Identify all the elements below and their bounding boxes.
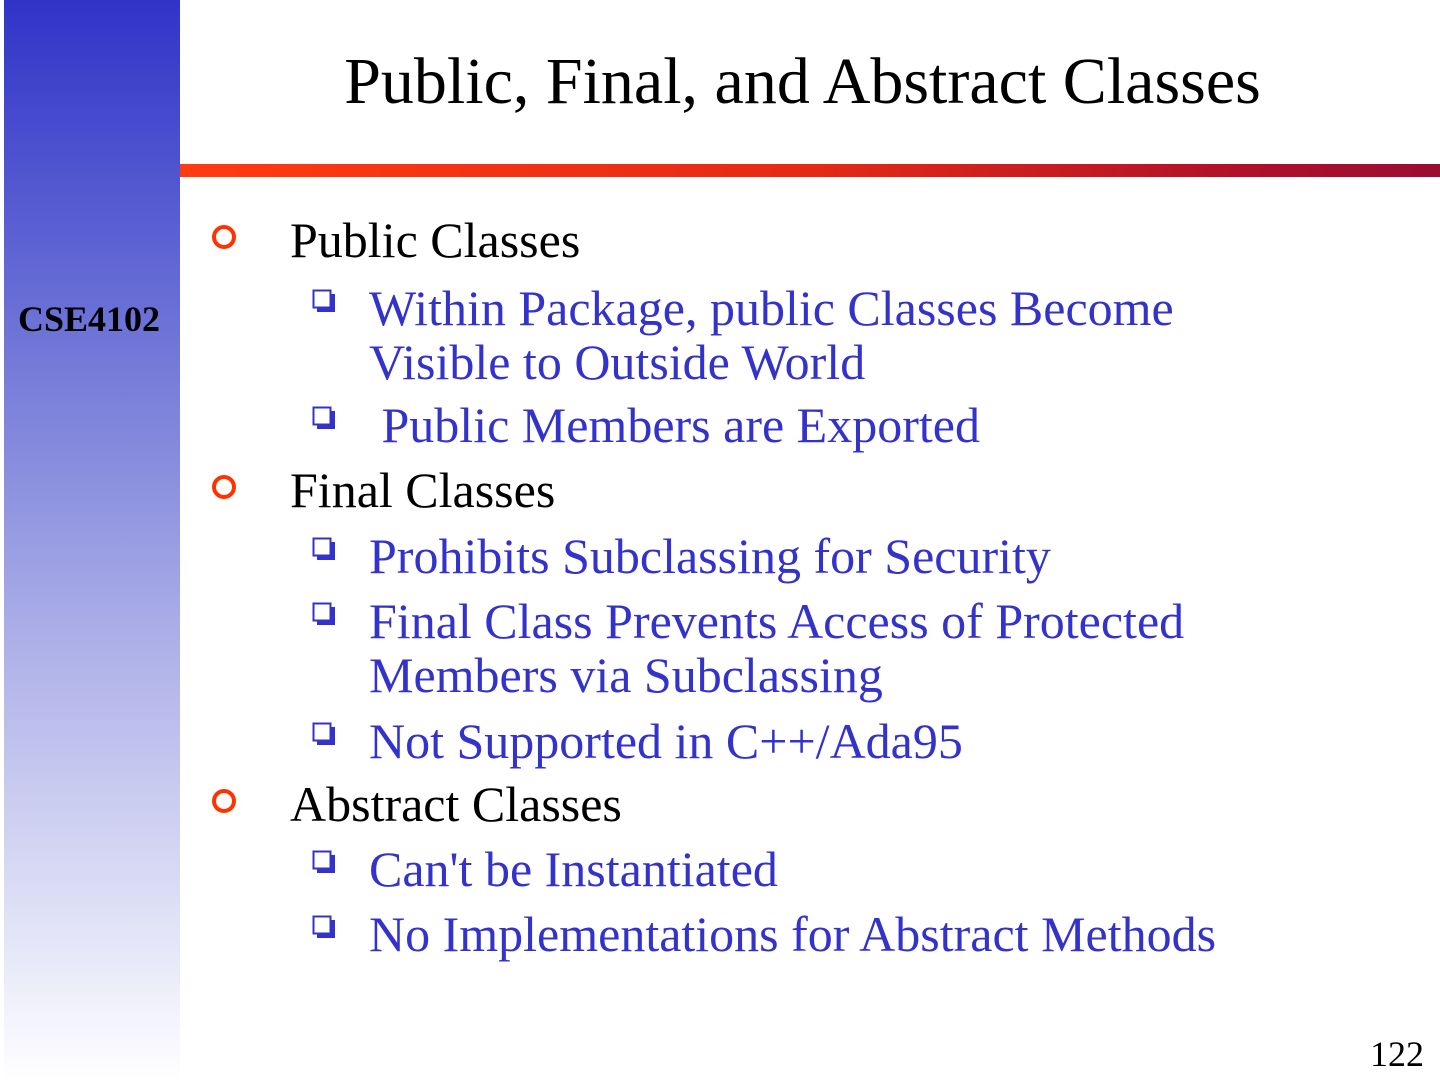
slide-title: Public, Final, and Abstract Classes <box>344 45 1261 118</box>
hollow-circle-icon <box>210 223 238 251</box>
outline-heading: Abstract Classes <box>290 776 622 832</box>
outline-item-text: Can't be Instantiated <box>369 841 778 897</box>
hollow-circle-icon <box>210 787 238 815</box>
page-number: 122 <box>1370 1034 1424 1074</box>
shadowed-box-icon <box>312 289 338 315</box>
outline-heading: Final Classes <box>290 462 556 518</box>
outline-item-text: Final Class Prevents Access of Protected <box>369 593 1185 649</box>
shadowed-box-icon <box>312 537 338 563</box>
shadowed-box-icon <box>312 915 338 941</box>
outline-item-text: Not Supported in C++/Ada95 <box>369 713 963 769</box>
shadowed-box-icon <box>312 850 338 876</box>
course-label: CSE4102 <box>18 299 161 339</box>
hollow-circle-icon <box>210 473 238 501</box>
outline-item-text: Within Package, public Classes Become <box>369 280 1174 336</box>
outline-heading: Public Classes <box>290 212 581 268</box>
shadowed-box-icon <box>312 602 338 628</box>
outline-item-text: Public Members are Exported <box>369 397 980 453</box>
outline-item-text: No Implementations for Abstract Methods <box>369 906 1217 962</box>
shadowed-box-icon <box>312 406 338 432</box>
shadowed-box-icon <box>312 722 338 748</box>
outline-item-text: Members via Subclassing <box>369 647 883 703</box>
outline-item-text: Prohibits Subclassing for Security <box>369 528 1051 584</box>
outline-item-text: Visible to Outside World <box>369 334 866 390</box>
